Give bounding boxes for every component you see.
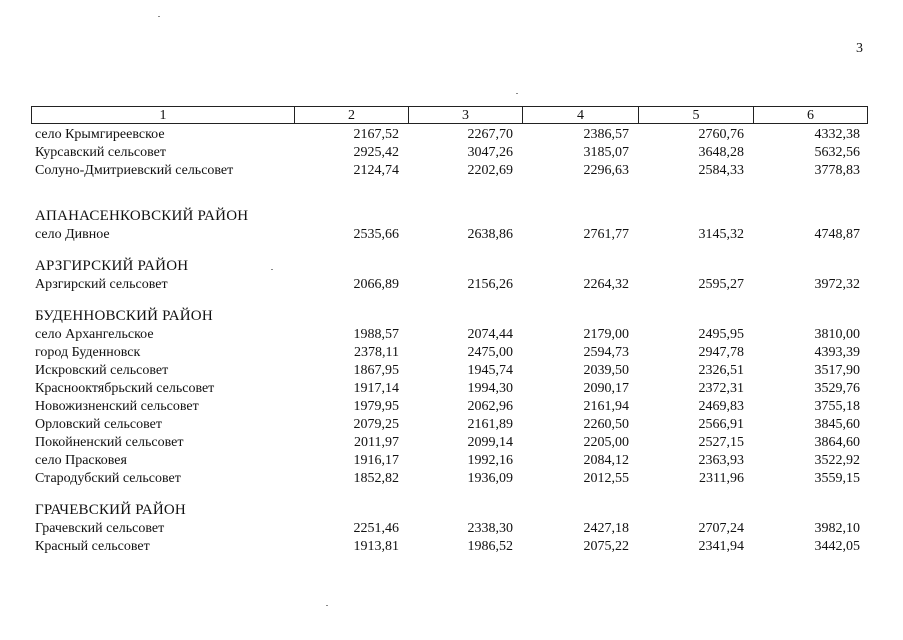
value-cell-col-6: 4748,87 (814, 227, 860, 242)
value-cell-col-3: 2062,96 (467, 399, 513, 414)
settlement-name: Орловский сельсовет (35, 417, 162, 432)
value-cell-col-6: 3522,92 (814, 453, 860, 468)
value-cell-col-4: 2427,18 (583, 521, 629, 536)
section-spacer (31, 244, 868, 256)
table-row (31, 538, 868, 556)
column-header-4: 4 (522, 107, 638, 123)
table-row (31, 126, 868, 144)
value-cell-col-6: 3778,83 (814, 163, 860, 178)
settlement-name: Покойненский сельсовет (35, 435, 184, 450)
value-cell-col-2: 2378,11 (354, 345, 399, 360)
value-cell-col-4: 2012,55 (583, 471, 629, 486)
value-cell-col-2: 1913,81 (353, 539, 399, 554)
value-cell-col-3: 3047,26 (467, 145, 513, 160)
value-cell-col-4: 2039,50 (583, 363, 629, 378)
settlement-name: Стародубский сельсовет (35, 471, 181, 486)
settlement-name: Краснооктябрьский сельсовет (35, 381, 215, 396)
value-cell-col-6: 3755,18 (814, 399, 860, 414)
value-cell-col-4: 2761,77 (583, 227, 629, 242)
value-cell-col-6: 3864,60 (814, 435, 860, 450)
value-cell-col-2: 2167,52 (353, 127, 399, 142)
settlement-name: Искровский сельсовет (35, 363, 169, 378)
value-cell-col-6: 5632,56 (814, 145, 860, 160)
table-row (31, 380, 868, 398)
value-cell-col-3: 1936,09 (467, 471, 513, 486)
column-header-6: 6 (753, 107, 867, 123)
value-cell-col-3: 2267,70 (467, 127, 513, 142)
value-cell-col-3: 1994,30 (467, 381, 513, 396)
value-cell-col-3: 2099,14 (467, 435, 513, 450)
value-cell-col-2: 2066,89 (353, 277, 399, 292)
value-cell-col-6: 4393,39 (814, 345, 860, 360)
table-row (31, 226, 868, 244)
table-row (31, 276, 868, 294)
value-cell-col-4: 2296,63 (583, 163, 629, 178)
table-body (31, 126, 868, 556)
value-cell-col-2: 2535,66 (353, 227, 399, 242)
value-cell-col-4: 2075,22 (583, 539, 629, 554)
value-cell-col-6: 3517,90 (814, 363, 860, 378)
value-cell-col-6: 3810,00 (814, 327, 860, 342)
value-cell-col-5: 2311,96 (699, 471, 744, 486)
value-cell-col-2: 1867,95 (353, 363, 399, 378)
value-cell-col-3: 2475,00 (467, 345, 513, 360)
value-cell-col-5: 2707,24 (698, 521, 744, 536)
value-cell-col-3: 2338,30 (467, 521, 513, 536)
settlement-name: Грачевский сельсовет (35, 521, 165, 536)
value-cell-col-3: 1945,74 (467, 363, 513, 378)
value-cell-col-2: 1988,57 (353, 327, 399, 342)
value-cell-col-2: 2251,46 (353, 521, 399, 536)
value-cell-col-5: 2372,31 (698, 381, 744, 396)
table-row (31, 470, 868, 488)
table-row (31, 344, 868, 362)
value-cell-col-6: 3982,10 (814, 521, 860, 536)
scan-speck (326, 605, 328, 606)
value-cell-col-2: 1916,17 (353, 453, 399, 468)
value-cell-col-2: 1852,82 (353, 471, 399, 486)
value-cell-col-4: 2264,32 (583, 277, 629, 292)
value-cell-col-6: 3529,76 (814, 381, 860, 396)
value-cell-col-4: 3185,07 (583, 145, 629, 160)
value-cell-col-6: 3845,60 (814, 417, 860, 432)
value-cell-col-6: 4332,38 (814, 127, 860, 142)
value-cell-col-2: 1917,14 (353, 381, 399, 396)
value-cell-col-5: 2341,94 (698, 539, 744, 554)
value-cell-col-6: 3559,15 (814, 471, 860, 486)
value-cell-col-2: 2925,42 (353, 145, 399, 160)
table-row (31, 398, 868, 416)
value-cell-col-5: 2760,76 (698, 127, 744, 142)
settlement-name: село Крымгиреевское (35, 127, 165, 142)
district-title: БУДЕННОВСКИЙ РАЙОН (35, 308, 213, 324)
value-cell-col-3: 2202,69 (467, 163, 513, 178)
settlement-name: город Буденновск (35, 345, 141, 360)
value-cell-col-5: 3145,32 (698, 227, 744, 242)
settlement-name: Новожизненский сельсовет (35, 399, 199, 414)
settlement-name: Солуно-Дмитриевский сельсовет (35, 163, 234, 178)
value-cell-col-3: 1992,16 (467, 453, 513, 468)
value-cell-col-5: 2495,95 (698, 327, 744, 342)
column-header-3: 3 (408, 107, 522, 123)
table-header (31, 106, 868, 124)
page-number: 3 (856, 41, 863, 56)
value-cell-col-6: 3972,32 (814, 277, 860, 292)
value-cell-col-4: 2205,00 (583, 435, 629, 450)
district-title: АПАНАСЕНКОВСКИЙ РАЙОН (35, 208, 249, 224)
scan-speck (158, 16, 160, 17)
settlement-name: село Архангельское (35, 327, 154, 342)
value-cell-col-5: 2566,91 (698, 417, 744, 432)
value-cell-col-4: 2594,73 (583, 345, 629, 360)
column-header-5: 5 (638, 107, 753, 123)
value-cell-col-3: 1986,52 (467, 539, 513, 554)
value-cell-col-5: 2326,51 (698, 363, 744, 378)
settlement-name: Курсавский сельсовет (35, 145, 166, 160)
scan-speck (516, 93, 518, 94)
settlement-name: село Прасковея (35, 453, 127, 468)
value-cell-col-4: 2161,94 (583, 399, 629, 414)
table-row (31, 162, 868, 180)
value-cell-col-5: 2527,15 (698, 435, 744, 450)
section-spacer (31, 294, 868, 306)
table-row (31, 416, 868, 434)
table-row (31, 434, 868, 452)
value-cell-col-2: 1979,95 (353, 399, 399, 414)
value-cell-col-3: 2161,89 (467, 417, 513, 432)
value-cell-col-2: 2079,25 (353, 417, 399, 432)
value-cell-col-4: 2386,57 (583, 127, 629, 142)
value-cell-col-5: 2469,83 (698, 399, 744, 414)
table-row (31, 144, 868, 162)
district-title: ГРАЧЕВСКИЙ РАЙОН (35, 502, 186, 518)
value-cell-col-4: 2260,50 (583, 417, 629, 432)
value-cell-col-3: 2156,26 (467, 277, 513, 292)
table-row (31, 326, 868, 344)
scan-speck (271, 269, 273, 270)
value-cell-col-6: 3442,05 (814, 539, 860, 554)
settlement-name: Красный сельсовет (35, 539, 150, 554)
value-cell-col-3: 2074,44 (467, 327, 513, 342)
table-row (31, 520, 868, 538)
value-cell-col-4: 2179,00 (583, 327, 629, 342)
column-header-1: 1 (159, 108, 167, 123)
value-cell-col-5: 2584,33 (698, 163, 744, 178)
value-cell-col-5: 2947,78 (698, 345, 744, 360)
value-cell-col-4: 2084,12 (583, 453, 629, 468)
settlement-name: село Дивное (35, 227, 110, 242)
value-cell-col-2: 2011,97 (354, 435, 399, 450)
district-title: АРЗГИРСКИЙ РАЙОН (35, 258, 189, 274)
value-cell-col-5: 2595,27 (698, 277, 744, 292)
section-spacer (31, 488, 868, 500)
value-cell-col-4: 2090,17 (583, 381, 629, 396)
value-cell-col-3: 2638,86 (467, 227, 513, 242)
column-header-2: 2 (294, 107, 408, 123)
table-row (31, 452, 868, 470)
settlement-name: Арзгирский сельсовет (35, 277, 168, 292)
section-spacer (31, 180, 868, 206)
value-cell-col-5: 3648,28 (698, 145, 744, 160)
value-cell-col-2: 2124,74 (353, 163, 399, 178)
table-row (31, 362, 868, 380)
value-cell-col-5: 2363,93 (698, 453, 744, 468)
